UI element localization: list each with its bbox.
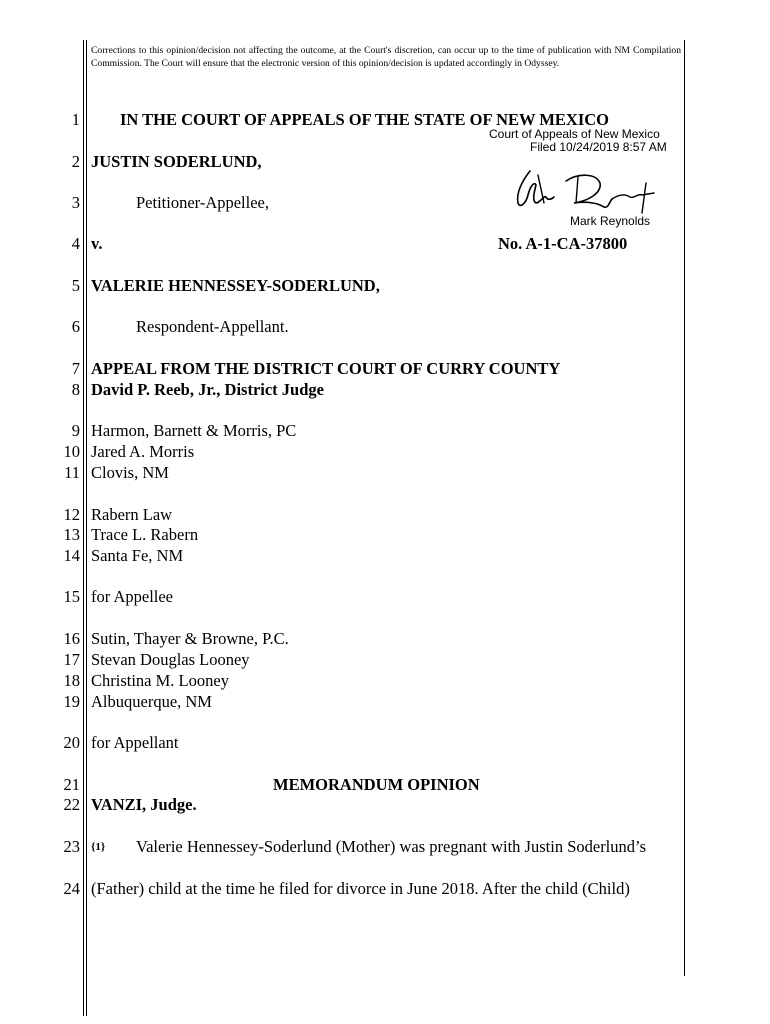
- counsel-for-appellee: for Appellee: [91, 587, 174, 606]
- line-number: 7: [71, 359, 80, 378]
- respondent-role: Respondent-Appellant.: [136, 317, 289, 336]
- line-number: 10: [63, 442, 80, 461]
- attorney-name: Trace L. Rabern: [91, 525, 199, 544]
- petitioner-name: JUSTIN SODERLUND,: [91, 152, 262, 171]
- firm-name: Harmon, Barnett & Morris, PC: [91, 421, 297, 440]
- line-number: 24: [63, 879, 80, 898]
- attorney-name: Stevan Douglas Looney: [91, 650, 250, 669]
- line-number: 2: [71, 152, 80, 171]
- opinion-title: MEMORANDUM OPINION: [273, 775, 480, 794]
- case-number: No. A-1-CA-37800: [498, 234, 628, 253]
- firm-name: Rabern Law: [91, 505, 173, 524]
- line-number: 19: [63, 692, 80, 711]
- notice-box-right-rule: [684, 40, 685, 110]
- attorney-name: Christina M. Looney: [91, 671, 229, 690]
- body-line: (Father) child at the time he filed for divorce in June 2018. After the child (Child): [91, 879, 630, 898]
- line-number: 14: [63, 546, 80, 565]
- appeal-from: APPEAL FROM THE DISTRICT COURT OF CURRY COUNTY: [91, 359, 561, 378]
- margin-rule-left-inner: [86, 40, 87, 1016]
- district-judge: David P. Reeb, Jr., District Judge: [91, 380, 324, 399]
- line-number: 16: [63, 629, 80, 648]
- line-number: 6: [71, 317, 80, 336]
- firm-city: Santa Fe, NM: [91, 546, 184, 565]
- stamp-court: Court of Appeals of New Mexico: [489, 127, 660, 141]
- correction-notice: Corrections to this opinion/decision not affecting the outcome, at the Court's discretion, can occur up to the time of publication with NM Compilation Commission. The Court will ensure that the electronic version of this opinion/decision is updated accordingly in Odyssey.: [91, 45, 681, 69]
- line-number: 20: [63, 733, 80, 752]
- margin-rule-left-outer: [83, 40, 84, 1016]
- line-number: 21: [63, 775, 80, 794]
- margin-rule-right: [684, 104, 685, 976]
- firm-city: Albuquerque, NM: [91, 692, 212, 711]
- line-number: 17: [63, 650, 80, 669]
- clerk-signature: [508, 163, 658, 215]
- authoring-judge: VANZI, Judge.: [91, 795, 197, 814]
- paragraph-number: {1}: [91, 841, 106, 853]
- stamp-clerk: Mark Reynolds: [570, 214, 651, 228]
- line-number: 8: [71, 380, 80, 399]
- line-number: 12: [63, 505, 80, 524]
- line-number: 18: [63, 671, 80, 690]
- line-number: 23: [63, 837, 80, 856]
- line-number: 22: [63, 795, 80, 814]
- line-number: 15: [63, 587, 80, 606]
- respondent-name: VALERIE HENNESSEY-SODERLUND,: [91, 276, 380, 295]
- court-caption: IN THE COURT OF APPEALS OF THE STATE OF NEW MEXICO: [120, 110, 610, 129]
- stamp-filed: Filed 10/24/2019 8:57 AM: [530, 140, 667, 154]
- line-number: 5: [71, 276, 80, 295]
- counsel-for-appellant: for Appellant: [91, 733, 179, 752]
- petitioner-role: Petitioner-Appellee,: [136, 193, 269, 212]
- body-line: Valerie Hennessey-Soderlund (Mother) was pregnant with Justin Soderlund’s: [136, 837, 647, 856]
- firm-name: Sutin, Thayer & Browne, P.C.: [91, 629, 289, 648]
- attorney-name: Jared A. Morris: [91, 442, 195, 461]
- line-number: 11: [64, 463, 80, 482]
- line-number: 9: [71, 421, 80, 440]
- line-number: 13: [63, 525, 80, 544]
- firm-city: Clovis, NM: [91, 463, 169, 482]
- versus: v.: [91, 234, 103, 253]
- line-number: 3: [71, 193, 80, 212]
- line-number: 1: [71, 110, 80, 129]
- line-number: 4: [71, 234, 80, 253]
